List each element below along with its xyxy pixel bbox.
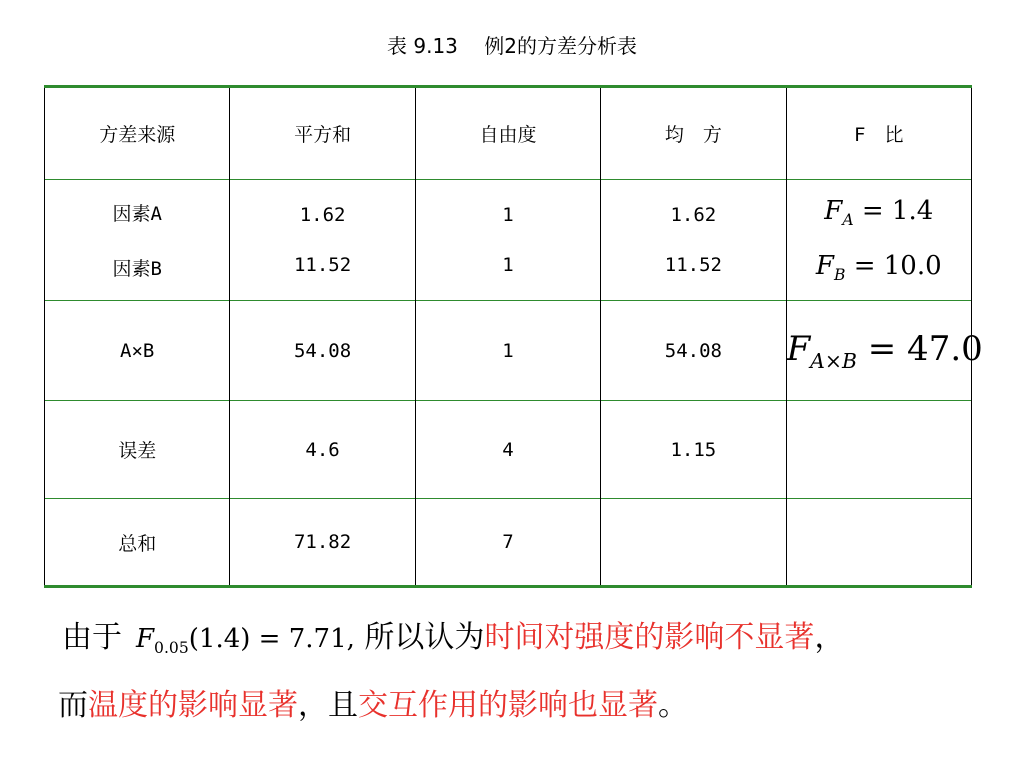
header-sum-of-squares: 平方和 xyxy=(230,87,415,180)
table-title: 表 9.13 例2的方差分析表 xyxy=(387,34,637,58)
cell-df xyxy=(415,180,600,301)
ms-interaction: 54.08 xyxy=(601,301,786,401)
source-error: 误差 xyxy=(45,401,230,499)
cell-source xyxy=(45,180,230,301)
ss-interaction: 54.08 xyxy=(230,301,415,401)
df-factor-a: 1 xyxy=(502,204,514,226)
conclusion-line-1: 由于 $F_{0.05}(1.4) = 7.71$, 所以认为时间对强度的影响不显著， xyxy=(62,620,845,658)
table-row-factors xyxy=(45,180,972,301)
highlight-interaction-significant: 交互作用的影响也显著 xyxy=(358,688,658,723)
table-header-row xyxy=(45,87,972,180)
ms-factor-b: 11.52 xyxy=(664,254,722,276)
cell-f xyxy=(786,180,971,301)
df-interaction: 1 xyxy=(415,301,600,401)
df-total: 7 xyxy=(415,499,600,587)
df-error: 4 xyxy=(415,401,600,499)
table-row-total xyxy=(45,499,972,587)
critical-value-formula: $F_{0.05}(1.4) = 7.71$, xyxy=(136,624,355,658)
anova-table xyxy=(44,85,983,588)
f-factor-b: $F_B = 10.0$ xyxy=(815,251,942,285)
conclusion-line-2: 而温度的影响显著，且交互作用的影响也显著。 xyxy=(58,688,688,723)
header-degrees-of-freedom: 自由度 xyxy=(415,87,600,180)
f-total xyxy=(786,499,971,587)
ss-error: 4.6 xyxy=(230,401,415,499)
highlight-temperature-significant: 温度的影响显著 xyxy=(88,688,298,723)
source-factor-a: 因素A xyxy=(112,203,162,225)
ms-total xyxy=(601,499,786,587)
ss-factor-a: 1.62 xyxy=(299,204,346,226)
table-row-interaction xyxy=(45,301,972,401)
cell-ss xyxy=(230,180,415,301)
ss-total: 71.82 xyxy=(230,499,415,587)
header-f-ratio: F 比 xyxy=(786,87,971,180)
highlight-time-not-significant: 时间对强度的影响不显著 xyxy=(484,620,815,655)
cell-ms xyxy=(601,180,786,301)
source-interaction: A×B xyxy=(45,301,230,401)
source-factor-b: 因素B xyxy=(112,258,162,280)
f-interaction: $F_{A\times B} = 47.0$ xyxy=(786,301,971,401)
header-source: 方差来源 xyxy=(45,87,230,180)
f-factor-a: $F_A = 1.4$ xyxy=(824,195,934,229)
ms-factor-a: 1.62 xyxy=(670,204,717,226)
ms-error: 1.15 xyxy=(601,401,786,499)
header-mean-square: 均 方 xyxy=(601,87,786,180)
table-row-error xyxy=(45,401,972,499)
df-factor-b: 1 xyxy=(502,254,514,276)
ss-factor-b: 11.52 xyxy=(293,254,352,276)
f-error xyxy=(786,401,971,499)
source-total: 总和 xyxy=(45,499,230,587)
